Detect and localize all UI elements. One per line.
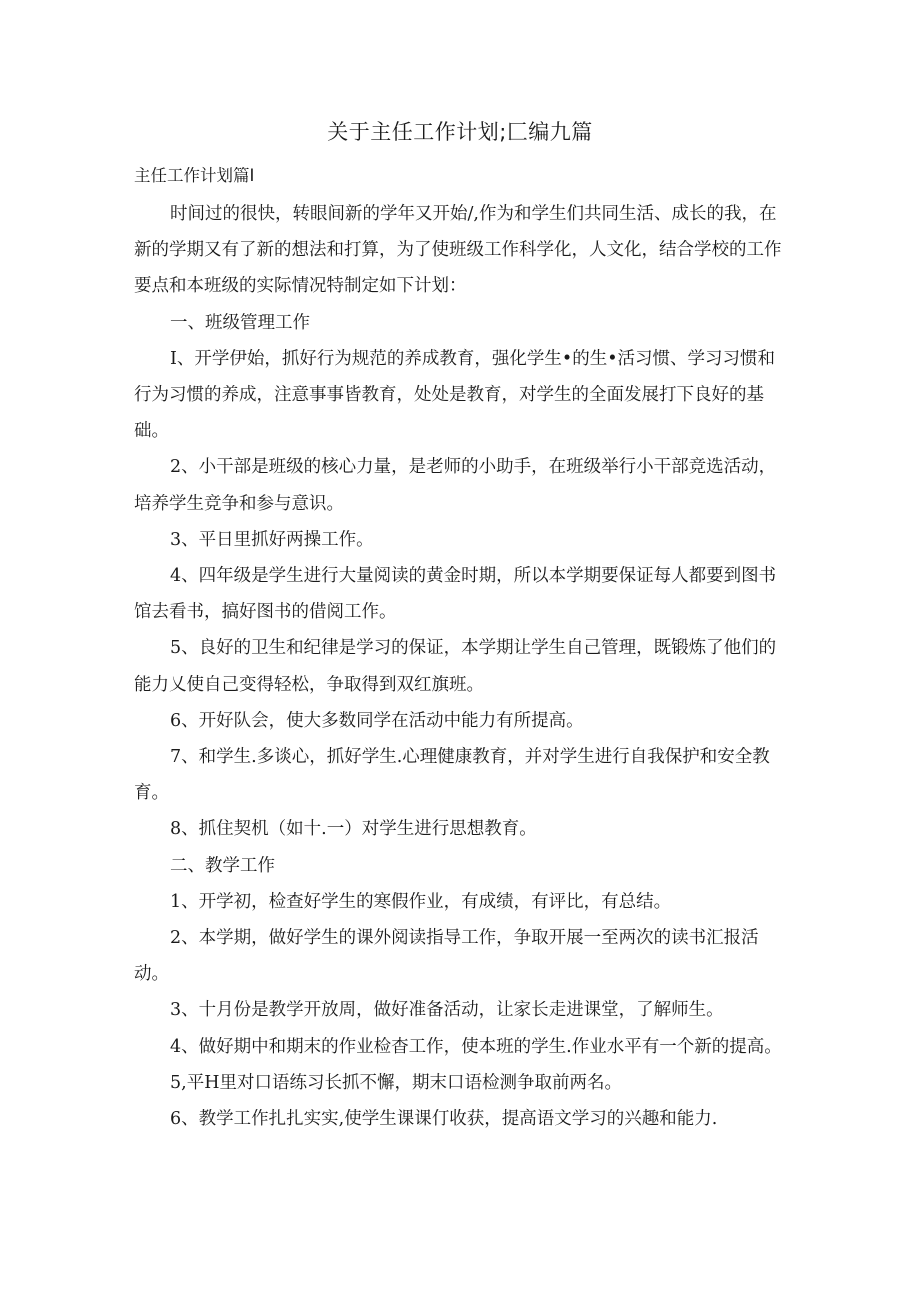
paragraph-item: 4、四年级是学生进行大量阅读的黄金时期，所以本学期要保证每人都要到图书馆去看书，搞好图书的借阅工作。 bbox=[134, 566, 777, 623]
paragraph-intro: 时间过的很快，转眼间新的学年又开始/,作为和学生们共同生活、成长的我，在新的学期又有了新的想法和打算，为了使班级工作科学化，人文化，结合学校的工作要点和本班级的实际情况特制定如下计划： bbox=[134, 204, 782, 297]
document-body bbox=[134, 196, 784, 1137]
paragraph-item: 6、开好队会，使大多数同学在活动中能力有所提高。 bbox=[170, 710, 584, 731]
paragraph-item: 5,平H里对口语练习长抓不懈，期末口语检测争取前两名。 bbox=[170, 1072, 622, 1093]
paragraph-item: 8、抓住契机（如十.一）对学生进行思想教育。 bbox=[170, 819, 537, 840]
paragraph-item: 4、做好期中和期末的作业检杳工作，使本班的学生.作业水平有一个新的提高。 bbox=[170, 1036, 782, 1057]
paragraph-item: I、开学伊始，抓好行为规范的养成教育，强化学生•的生•活习惯、学习习惯和行为习惯的养成，注意事事皆教育，处处是教育，对学生的全面发展打下良好的基础。 bbox=[134, 348, 776, 442]
paragraph-item: 2、本学期，做好学生的课外阅读指导工作，争取开展一至两次的读书汇报活动。 bbox=[134, 928, 759, 985]
paragraph-item: 6、教学工作扎扎实实,使学生课课仃收获，提高语文学习的兴趣和能力. bbox=[170, 1109, 718, 1130]
paragraph-item: 1、开学初，检查好学生的寒假作业，有成绩，有评比，有总结。 bbox=[170, 891, 672, 912]
document-title: 关于主任工作计划;匚编九篇 bbox=[327, 120, 593, 144]
section-heading-teaching: 二、教学工作 bbox=[170, 855, 275, 876]
paragraph-item: 7、和学生.多谈心，抓好学生.心理健康教育，并对学生进行自我保护和安全教育。 bbox=[134, 747, 770, 804]
document-subtitle: 主任工作计划篇I bbox=[134, 166, 255, 185]
paragraph-item: 5、良好的卫生和纪律是学习的保证，本学期让学生自己管理，既锻炼了他们的能力乂使自己变得轻松，争取得到双红旗班。 bbox=[134, 638, 777, 695]
paragraph-item: 2、小干部是班级的核心力量，是老师的小助手，在班级举行小干部竞选活动，培养学生竞争和参与意识。 bbox=[134, 457, 777, 514]
section-heading-class-management: 一、班级管理工作 bbox=[170, 312, 310, 333]
paragraph-item: 3、平日里抓好两操工作。 bbox=[170, 529, 374, 550]
paragraph-item: 3、十月份是教学开放周，做好准备活动，让家长走进课堂，了解师生。 bbox=[170, 1000, 724, 1021]
